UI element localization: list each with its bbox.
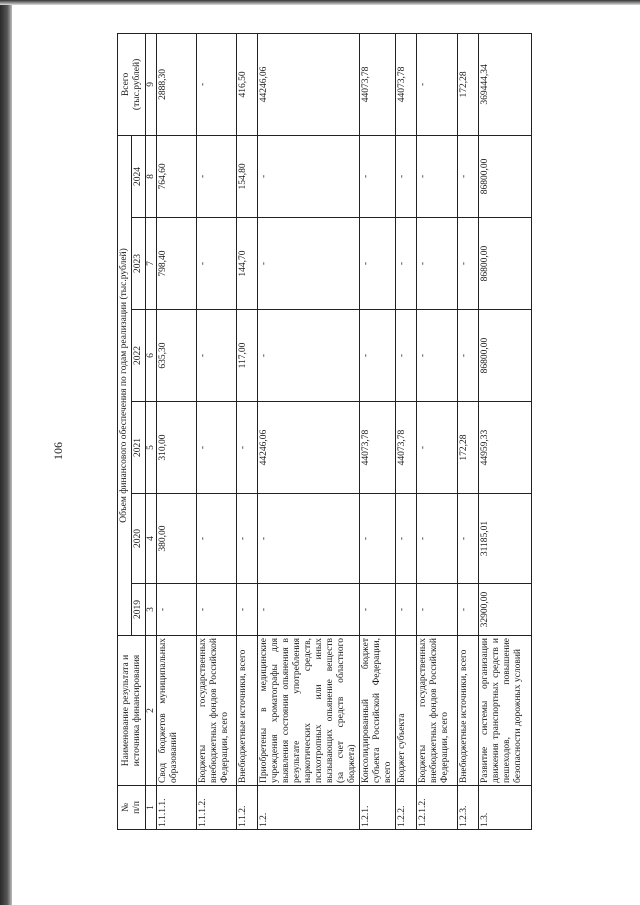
- cell-value: -: [157, 584, 197, 636]
- row-name: Бюджеты государственных внебюджетных фондов Российской Федерации, всего: [417, 636, 458, 786]
- col-index: 3: [146, 584, 157, 636]
- scan-edge-shadow: [0, 0, 12, 905]
- cell-total: 44246,06: [258, 33, 360, 135]
- header-year: 2023: [132, 218, 146, 310]
- cell-value: -: [458, 135, 479, 217]
- row-name: Бюджеты государственных внебюджетных фондов Российской Федерации, всего: [197, 636, 237, 786]
- row-name: Внебюджетные источники, всего: [458, 636, 479, 786]
- cell-value: -: [417, 494, 458, 584]
- cell-value: -: [458, 494, 479, 584]
- cell-value: -: [417, 218, 458, 310]
- cell-value: -: [458, 218, 479, 310]
- cell-value: -: [237, 494, 258, 584]
- row-number: 1.1.2.: [237, 786, 258, 830]
- cell-total: 416,50: [237, 33, 258, 135]
- table-row: [360, 33, 396, 829]
- cell-value: 44073,78: [360, 402, 396, 494]
- row-name: Бюджет субъекта: [396, 636, 417, 786]
- row-number: 1.2.2.: [396, 786, 417, 830]
- table-row: [157, 33, 197, 829]
- cell-value: 310,00: [157, 402, 197, 494]
- cell-value: -: [458, 584, 479, 636]
- table-row: [479, 33, 532, 829]
- cell-value: -: [396, 494, 417, 584]
- row-number: 1.3.: [479, 786, 532, 830]
- row-number: 1.1.1.2.: [197, 786, 237, 830]
- header-name: Наименование результата и источника финансирования: [118, 636, 146, 786]
- header-no: № п/п: [118, 786, 146, 830]
- cell-value: 86800,00: [479, 218, 532, 310]
- cell-value: -: [396, 584, 417, 636]
- row-number: 1.2.: [258, 786, 360, 830]
- funding-table: [117, 33, 532, 830]
- cell-value: 635,30: [157, 310, 197, 402]
- cell-total: -: [417, 33, 458, 135]
- cell-total: 369444,34: [479, 33, 532, 135]
- cell-value: -: [417, 402, 458, 494]
- cell-total: -: [197, 33, 237, 135]
- header-year: 2024: [132, 135, 146, 217]
- col-index: 2: [146, 636, 157, 786]
- cell-total: 44073,78: [396, 33, 417, 135]
- cell-value: 32900,00: [479, 584, 532, 636]
- cell-value: -: [237, 402, 258, 494]
- cell-value: 117,00: [237, 310, 258, 402]
- table-row: [458, 33, 479, 829]
- page-number: 106: [51, 442, 65, 460]
- cell-value: 44959,33: [479, 402, 532, 494]
- cell-value: -: [360, 218, 396, 310]
- row-name: Внебюджетные источники, всего: [237, 636, 258, 786]
- col-index: 4: [146, 494, 157, 584]
- cell-value: -: [396, 135, 417, 217]
- scan-top-shadow: [0, 0, 640, 5]
- cell-value: -: [360, 494, 396, 584]
- cell-value: -: [237, 584, 258, 636]
- row-name: Консолидированный бюджет субъекта Российской Федерации, всего: [360, 636, 396, 786]
- cell-value: -: [258, 494, 360, 584]
- rotated-table-wrapper: [117, 34, 565, 830]
- row-number: 1.1.1.1.: [157, 786, 197, 830]
- cell-total: 2888,30: [157, 33, 197, 135]
- cell-value: 172,28: [458, 402, 479, 494]
- cell-value: -: [360, 135, 396, 217]
- col-index: 1: [146, 786, 157, 830]
- cell-value: -: [197, 402, 237, 494]
- header-funding-group: Объем финансового обеспечения по годам реализации (тыс.рублей): [118, 135, 132, 635]
- table-row: [396, 33, 417, 829]
- header-year: 2021: [132, 402, 146, 494]
- cell-total: 172,28: [458, 33, 479, 135]
- cell-value: 764,60: [157, 135, 197, 217]
- cell-value: -: [396, 310, 417, 402]
- cell-value: -: [197, 218, 237, 310]
- cell-value: -: [197, 135, 237, 217]
- cell-value: 798,40: [157, 218, 197, 310]
- header-year: 2019: [132, 584, 146, 636]
- header-total: Всего (тыс.рублей): [118, 33, 146, 135]
- table-row: [197, 33, 237, 829]
- cell-value: -: [197, 310, 237, 402]
- cell-value: -: [417, 584, 458, 636]
- cell-value: 86800,00: [479, 310, 532, 402]
- row-number: 1.2.1.: [360, 786, 396, 830]
- cell-value: -: [396, 218, 417, 310]
- col-index: 8: [146, 135, 157, 217]
- table-row: [237, 33, 258, 829]
- header-year: 2022: [132, 310, 146, 402]
- col-index: 9: [146, 33, 157, 135]
- row-number: 1.2.3.: [458, 786, 479, 830]
- table-row: [258, 33, 360, 829]
- cell-total: 44073,78: [360, 33, 396, 135]
- table-row: [417, 33, 458, 829]
- cell-value: -: [417, 310, 458, 402]
- row-number: 1.2.1.2.: [417, 786, 458, 830]
- header-year: 2020: [132, 494, 146, 584]
- row-name: Приобретены в медицинские учреждения хроматографы для выявления состояния опьянения в результате употребления наркотических средств, психотропных или иных вызывающих опьянение веществ (за счет средств областного бюджета): [258, 636, 360, 786]
- cell-value: -: [258, 218, 360, 310]
- row-name: Развитие системы организации движения транспортных средств и пешеходов, повышение безопасности дорожных условий: [479, 636, 532, 786]
- col-index: 7: [146, 218, 157, 310]
- row-name: Свод бюджетов муниципальных образований: [157, 636, 197, 786]
- cell-value: 86800,00: [479, 135, 532, 217]
- col-index: 5: [146, 402, 157, 494]
- cell-value: 44246,06: [258, 402, 360, 494]
- cell-value: -: [458, 310, 479, 402]
- cell-value: -: [258, 584, 360, 636]
- cell-value: 31185,01: [479, 494, 532, 584]
- cell-value: 154,80: [237, 135, 258, 217]
- cell-value: -: [258, 135, 360, 217]
- cell-value: 44073,78: [396, 402, 417, 494]
- cell-value: -: [360, 310, 396, 402]
- cell-value: -: [258, 310, 360, 402]
- cell-value: -: [197, 584, 237, 636]
- cell-value: -: [417, 135, 458, 217]
- cell-value: 380,00: [157, 494, 197, 584]
- cell-value: -: [197, 494, 237, 584]
- cell-value: -: [360, 584, 396, 636]
- cell-value: 144,70: [237, 218, 258, 310]
- col-index: 6: [146, 310, 157, 402]
